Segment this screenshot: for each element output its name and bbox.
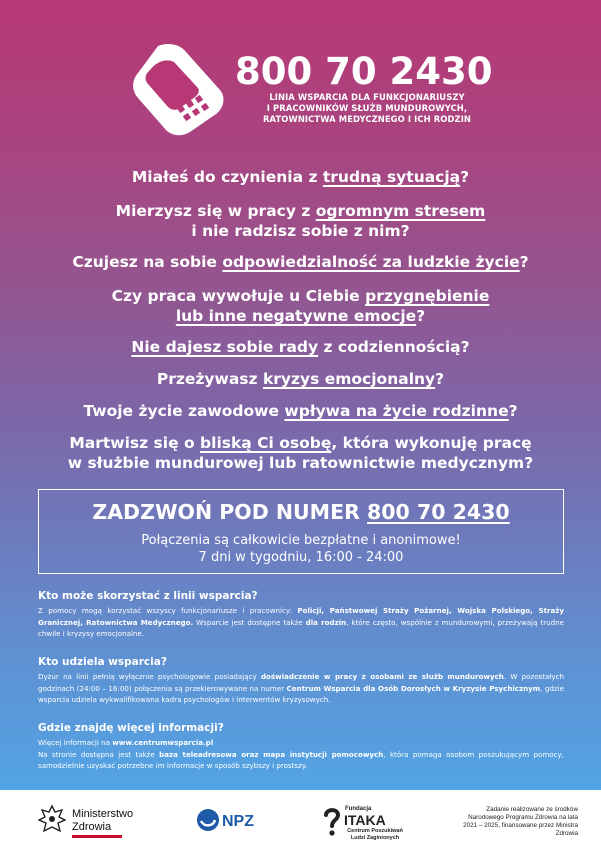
question-highlight: trudną sytuacją [322, 168, 461, 186]
body-text: Z pomocy mogą korzystać wszyscy funkcjonariusze i pracownicy: [38, 606, 298, 615]
body-text: Więcej informacji na [38, 738, 113, 747]
section-who [38, 590, 564, 640]
body-text: . W pozostałych godzinach (24:00 – 16:00) połączenia są przekierowywane na numer [38, 672, 564, 693]
question-loved-one [0, 433, 601, 454]
question-stress [0, 201, 601, 222]
question-text: ? [416, 307, 426, 325]
body-bold: Policji, Państwowej Straży Pożarnej, Wojska Polskiego, Straży Granicznej, Ratownictwa Medycznego. [38, 606, 564, 627]
npz-swirl-icon [196, 808, 220, 832]
question-text: Czy praca wywołuje u Ciebie [111, 287, 366, 305]
question-text: ? [508, 402, 518, 420]
npz-logo: NPZ [222, 813, 254, 830]
question-text: Twoje życie zawodowe [83, 402, 285, 420]
body-bold: dla rodzin [305, 617, 347, 627]
ministry-red-bar [72, 835, 122, 838]
call-hours: 7 dni w tygodniu, 16:00 - 24:00 [198, 550, 404, 565]
ministry-name: Ministerstwo [72, 808, 134, 820]
call-to-action-box [38, 489, 564, 574]
question-everyday [0, 337, 601, 358]
question-text: Mierzysz się w pracy z [115, 202, 316, 220]
question-depression [0, 286, 601, 307]
funding-note: Zadanie realizowane ze środków Narodowego Programu Zdrowia na lata 2021 – 2025, finansowane przez Ministra Zdrowia [463, 806, 578, 837]
question-text: Przeżywasz [156, 370, 263, 388]
body-text: , która pomaga osobom poszukującym pomocy, samodzielnie uzyskać potrzebne im informacje w sposób szybszy i prostszy. [38, 749, 564, 770]
eagle-emblem-icon [38, 804, 66, 838]
section-body [38, 737, 564, 772]
question-highlight: Nie dajesz sobie rady [131, 338, 319, 356]
question-text: w służbie mundurowej lub ratownictwie medycznym? [67, 454, 534, 472]
question-highlight: przygnębienie [365, 287, 490, 305]
question-loved-one-line2 [0, 453, 601, 474]
section-more-info [38, 722, 564, 772]
question-text: Martwisz się o [69, 434, 201, 452]
phone-hand-icon [128, 40, 228, 138]
itaka-subtitle: Centrum Poszukiwań Ludzi Zaginionych [347, 828, 403, 841]
question-highlight: bliską Ci osobę [200, 434, 332, 452]
question-highlight: wpływa na życie rodzinne [284, 402, 509, 420]
section-heading: Kto może skorzystać z linii wsparcia? [38, 590, 258, 602]
question-text: , która wykonuję pracę [331, 434, 532, 452]
section-provider [38, 656, 564, 706]
hotline-tagline [237, 92, 497, 125]
question-highlight: kryzys emocjonalny [262, 370, 436, 388]
question-text: ? [519, 253, 529, 271]
question-responsibility [0, 252, 601, 273]
question-text: Czujesz na sobie [72, 253, 223, 271]
tagline-line: LINIA WSPARCIA DLA FUNKCJONARIUSZY [269, 92, 465, 102]
question-text: ? [435, 370, 445, 388]
question-text: Miałeś do czynienia z [131, 168, 323, 186]
website-link[interactable]: www.centrumwsparcia.pl [112, 738, 214, 747]
section-heading: Kto udziela wsparcia? [38, 656, 167, 668]
question-text: z codziennością? [318, 338, 470, 356]
ministry-name: Zdrowia [72, 821, 112, 833]
body-text: , które często, wspólnie z mundurowymi, przeżywają trudne chwile i kryzysy emocjonalne. [38, 617, 565, 638]
question-crisis [0, 369, 601, 390]
question-text: ? [460, 168, 470, 186]
question-mark-icon [322, 806, 342, 838]
call-free-note: Połączenia są całkowicie bezpłatne i anonimowe! [141, 533, 461, 548]
question-stress-line2 [0, 221, 601, 242]
section-heading: Gdzie znajdę więcej informacji? [38, 722, 224, 734]
tagline-line: RATOWNICTWA MEDYCZNEGO I ICH RODZIN [262, 114, 472, 124]
body-bold: doświadczenie w pracy z osobami ze służb mundurowych [260, 672, 504, 681]
question-highlight: odpowiedzialność za ludzkie życie [222, 253, 520, 271]
body-bold: Centrum Wsparcia dla Osób Dorosłych w Kryzysie Psychicznym [286, 683, 541, 693]
question-difficult-situation [0, 167, 601, 188]
question-text: i nie radzisz sobie z nim? [191, 222, 410, 240]
itaka-logo: ITAKA [344, 812, 386, 828]
body-text: Na stronie dostępna jest także [38, 749, 160, 759]
hotline-number[interactable]: 800 70 2430 [235, 50, 493, 93]
body-text: Wsparcie jest dostępne także [193, 617, 306, 627]
section-body [38, 605, 564, 640]
call-title-text: ZADZWOŃ POD NUMER [92, 500, 368, 524]
question-family-life [0, 401, 601, 422]
body-text: Dyżur na linii pełnią wyłącznie psychologowie posiadający [38, 672, 261, 681]
body-bold: baza teleadresowa oraz mapa instytucji pomocowych [159, 749, 384, 759]
question-highlight: lub inne negatywne emocje [175, 307, 417, 325]
body-text: , gdzie wsparcia udziela wykwalifikowana kadra psychologów i interwentów kryzysowych. [38, 683, 564, 704]
ministry-of-health-logo [72, 808, 133, 834]
itaka-label: Fundacja [345, 806, 372, 812]
call-title [39, 500, 563, 524]
question-highlight: ogromnym stresem [315, 202, 486, 220]
call-phone-number[interactable]: 800 70 2430 [367, 500, 510, 524]
section-body [38, 671, 564, 706]
tagline-line: I PRACOWNIKÓW SŁUŻB MUNDUROWYCH, [266, 103, 468, 113]
question-depression-line2 [0, 306, 601, 327]
